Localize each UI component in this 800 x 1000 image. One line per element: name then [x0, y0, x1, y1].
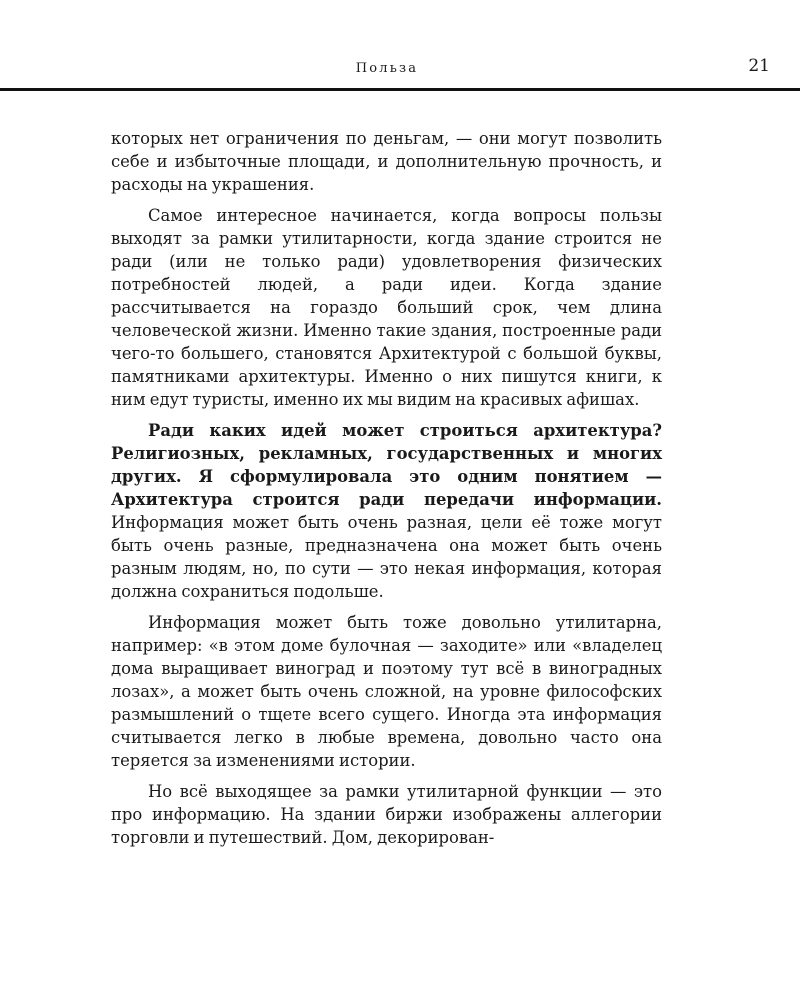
paragraph-1: которых нет ограничения по деньгам, — они могут позволить себе и избыточные площади, и дополнительную прочность, и расходы на украшения. — [111, 129, 662, 194]
paragraph-3 — [111, 419, 662, 603]
paragraph-4: Информация может быть тоже довольно утилитарна, например: «в этом доме булочная — заходите» или «владелец дома выращивает виноград и поэтому тут всё в виноградных лозах», а может быть очень сложной, на уровне философских размышлений о тщете всего сущего. Иногда эта информация считывается легко в любые времена, довольно часто она теряется за изменениями истории. — [111, 613, 662, 770]
paragraph-2: Самое интересное начинается, когда вопросы пользы выходят за рамки утилитарности, когда здание строится не ради (или не только ради) удовлетворения физических потребностей людей, а ради идеи. Когда здание рассчитывается на гораздо больший срок, чем длина человеческой жизни. Именно такие здания, построенные ради чего-то большего, становятся Архитектурой с большой буквы, памятниками архитектуры. Именно о них пишутся книги, к ним едут туристы, именно их мы видим на красивых афишах. — [111, 206, 662, 409]
paragraph-3-bold-lead: Ради каких идей может строиться архитектура? Религиозных, рекламных, государственных и многих других. Я сформулировала это одним понятием — Архитектура строится ради передачи информации. — [111, 421, 662, 509]
running-head — [0, 0, 800, 92]
page-number: 21 — [748, 56, 770, 76]
header-divider — [0, 88, 800, 91]
paragraph-3-rest: Информация может быть очень разная, цели её тоже могут быть очень разные, предназначена она может быть очень разным людям, но, по сути — это некая информация, которая должна сохраниться подольше. — [111, 513, 662, 601]
paragraph-5: Но всё выходящее за рамки утилитарной функции — это про информацию. На здании биржи изображены аллегории торговли и путешествий. Дом, декорирован- — [111, 782, 662, 847]
running-title: Польза — [355, 61, 419, 76]
body-text — [111, 127, 662, 857]
